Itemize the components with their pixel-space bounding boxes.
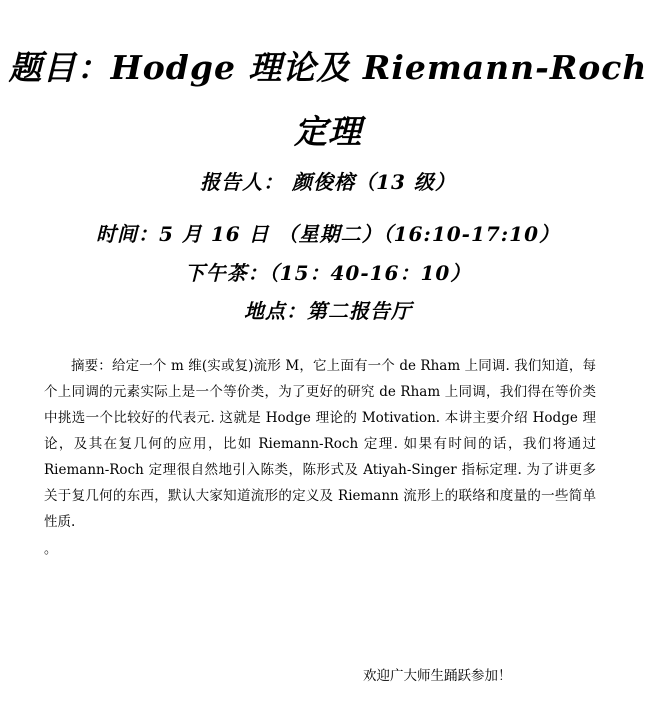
trailing-mark: 。 xyxy=(44,542,58,557)
tea-time-line: 下午茶：（15：40-16：10） xyxy=(184,261,472,285)
location-line: 地点：第二报告厅 xyxy=(244,299,412,323)
title-line-1: 题目：Hodge 理论及 Riemann-Roch xyxy=(8,48,648,87)
time-line: 时间：5 月 16 日 （星期二）（16:10-17:10） xyxy=(96,222,560,246)
title-line-2: 定理 xyxy=(294,112,362,151)
welcome-note: 欢迎广大师生踊跃参加！ xyxy=(363,668,512,684)
abstract-paragraph: 摘要：给定一个 m 维(实或复)流形 M，它上面有一个 de Rham 上同调. 我们知道，每个上同调的元素实际上是一个等价类，为了更好的研究 de Rham 上同调，我们得在等价类中挑选一个比较好的代表元. 这就是 Hodge 理论的 Motivation. 本讲主要介绍 Hodge 理论，及其在复几何的应用，比如 Riemann-Roch 定理. 如果有时间的话，我们将通过 Riemann-Roch 定理很自然地引入陈类，陈形式及 Atiyah-Singer 指标定理. 为了讲更多关于复几何的东西，默认大家知道流形的定义及 Riemann 流形上的联络和度量的一些简单性质. xyxy=(44,358,596,530)
speaker-line: 报告人： 颜俊榕（13 级） xyxy=(200,170,456,194)
